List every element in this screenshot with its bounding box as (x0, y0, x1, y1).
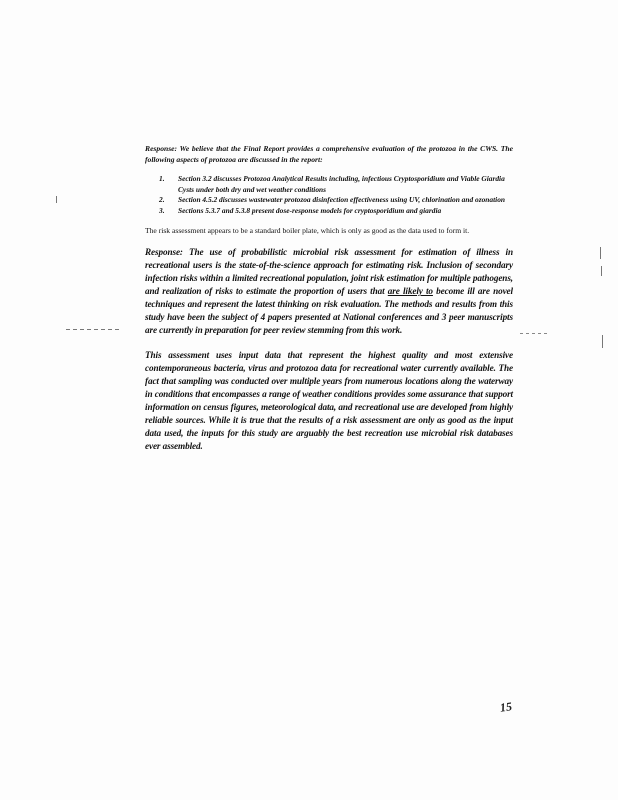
list-item-text: Sections 5.3.7 and 5.3.8 present dose-response models for cryptosporidium and giardia (178, 205, 442, 215)
assessment-paragraph: This assessment uses input data that represent the highest quality and most extensive contemporaneous bacteria, virus and protozoa data for recreational water currently available. The fact that sampling was conducted over multiple years from numerous locations along the waterway in conditions that encompasses a range of weather conditions provides some assurance that support information on census figures, meteorological data, and recreational use are developed from highly reliable sources. While it is true that the results of a risk assessment are only as good as the input data used, the inputs for this study are arguably the best recreation use microbial risk databases ever assembled. (145, 350, 513, 451)
response-label: Response: (145, 144, 178, 153)
right-dash-artifact (520, 333, 550, 334)
response-text-part-2: become ill are novel techniques and represent the latest thinking on risk evaluation. The methods and results from this study have been the subject of 4 papers presented at National conferences and 3 peer manuscripts are currently in preparation for peer review stemming from this work. (145, 286, 513, 335)
list-item (145, 206, 513, 217)
right-margin-mark-3 (602, 335, 603, 348)
underlined-phrase: are likely to (387, 286, 433, 296)
left-margin-mark (56, 196, 57, 203)
report-sections-list (145, 174, 513, 216)
list-item-number: 2. (159, 195, 165, 204)
list-item-number: 1. (159, 174, 165, 183)
list-item-text: Section 4.5.2 discusses wastewater protozoa disinfection effectiveness using UV, chlorination and ozonation (178, 195, 506, 204)
right-margin-mark-2 (601, 266, 602, 276)
list-item-number: 3. (159, 205, 165, 215)
response-text: We believe that the Final Report provides a comprehensive evaluation of the protozoa in the CWS. The following aspects of protozoa are discussed in the report: (145, 144, 513, 164)
page-number-mark: 15 (499, 699, 513, 715)
response-paragraph-1 (145, 143, 513, 165)
list-item-text: Section 3.2 discusses Protozoa Analytical Results including, infectious Cryptosporidium and Viable Giardia Cysts under both dry and wet weather conditions (178, 174, 505, 194)
response-text-part-1: The use of probabilistic microbial risk assessment for estimation of illness in recreational users is the state-of-the-science approach for estimating risk. Inclusion of secondary infection risks within a limited recreational population, joint risk estimation for multiple pathogens, and realization of risks to estimate the proportion of users that (145, 247, 513, 296)
list-item (145, 174, 513, 195)
comment-paragraph: The risk assessment appears to be a standard boiler plate, which is only as good as the data used to form it. (145, 226, 470, 235)
list-item (145, 195, 513, 206)
left-dash-artifact (66, 329, 120, 330)
response-paragraph-2 (145, 246, 513, 337)
response-label: Response: (145, 247, 183, 257)
document-body (145, 143, 513, 465)
right-margin-mark-1 (600, 247, 601, 259)
